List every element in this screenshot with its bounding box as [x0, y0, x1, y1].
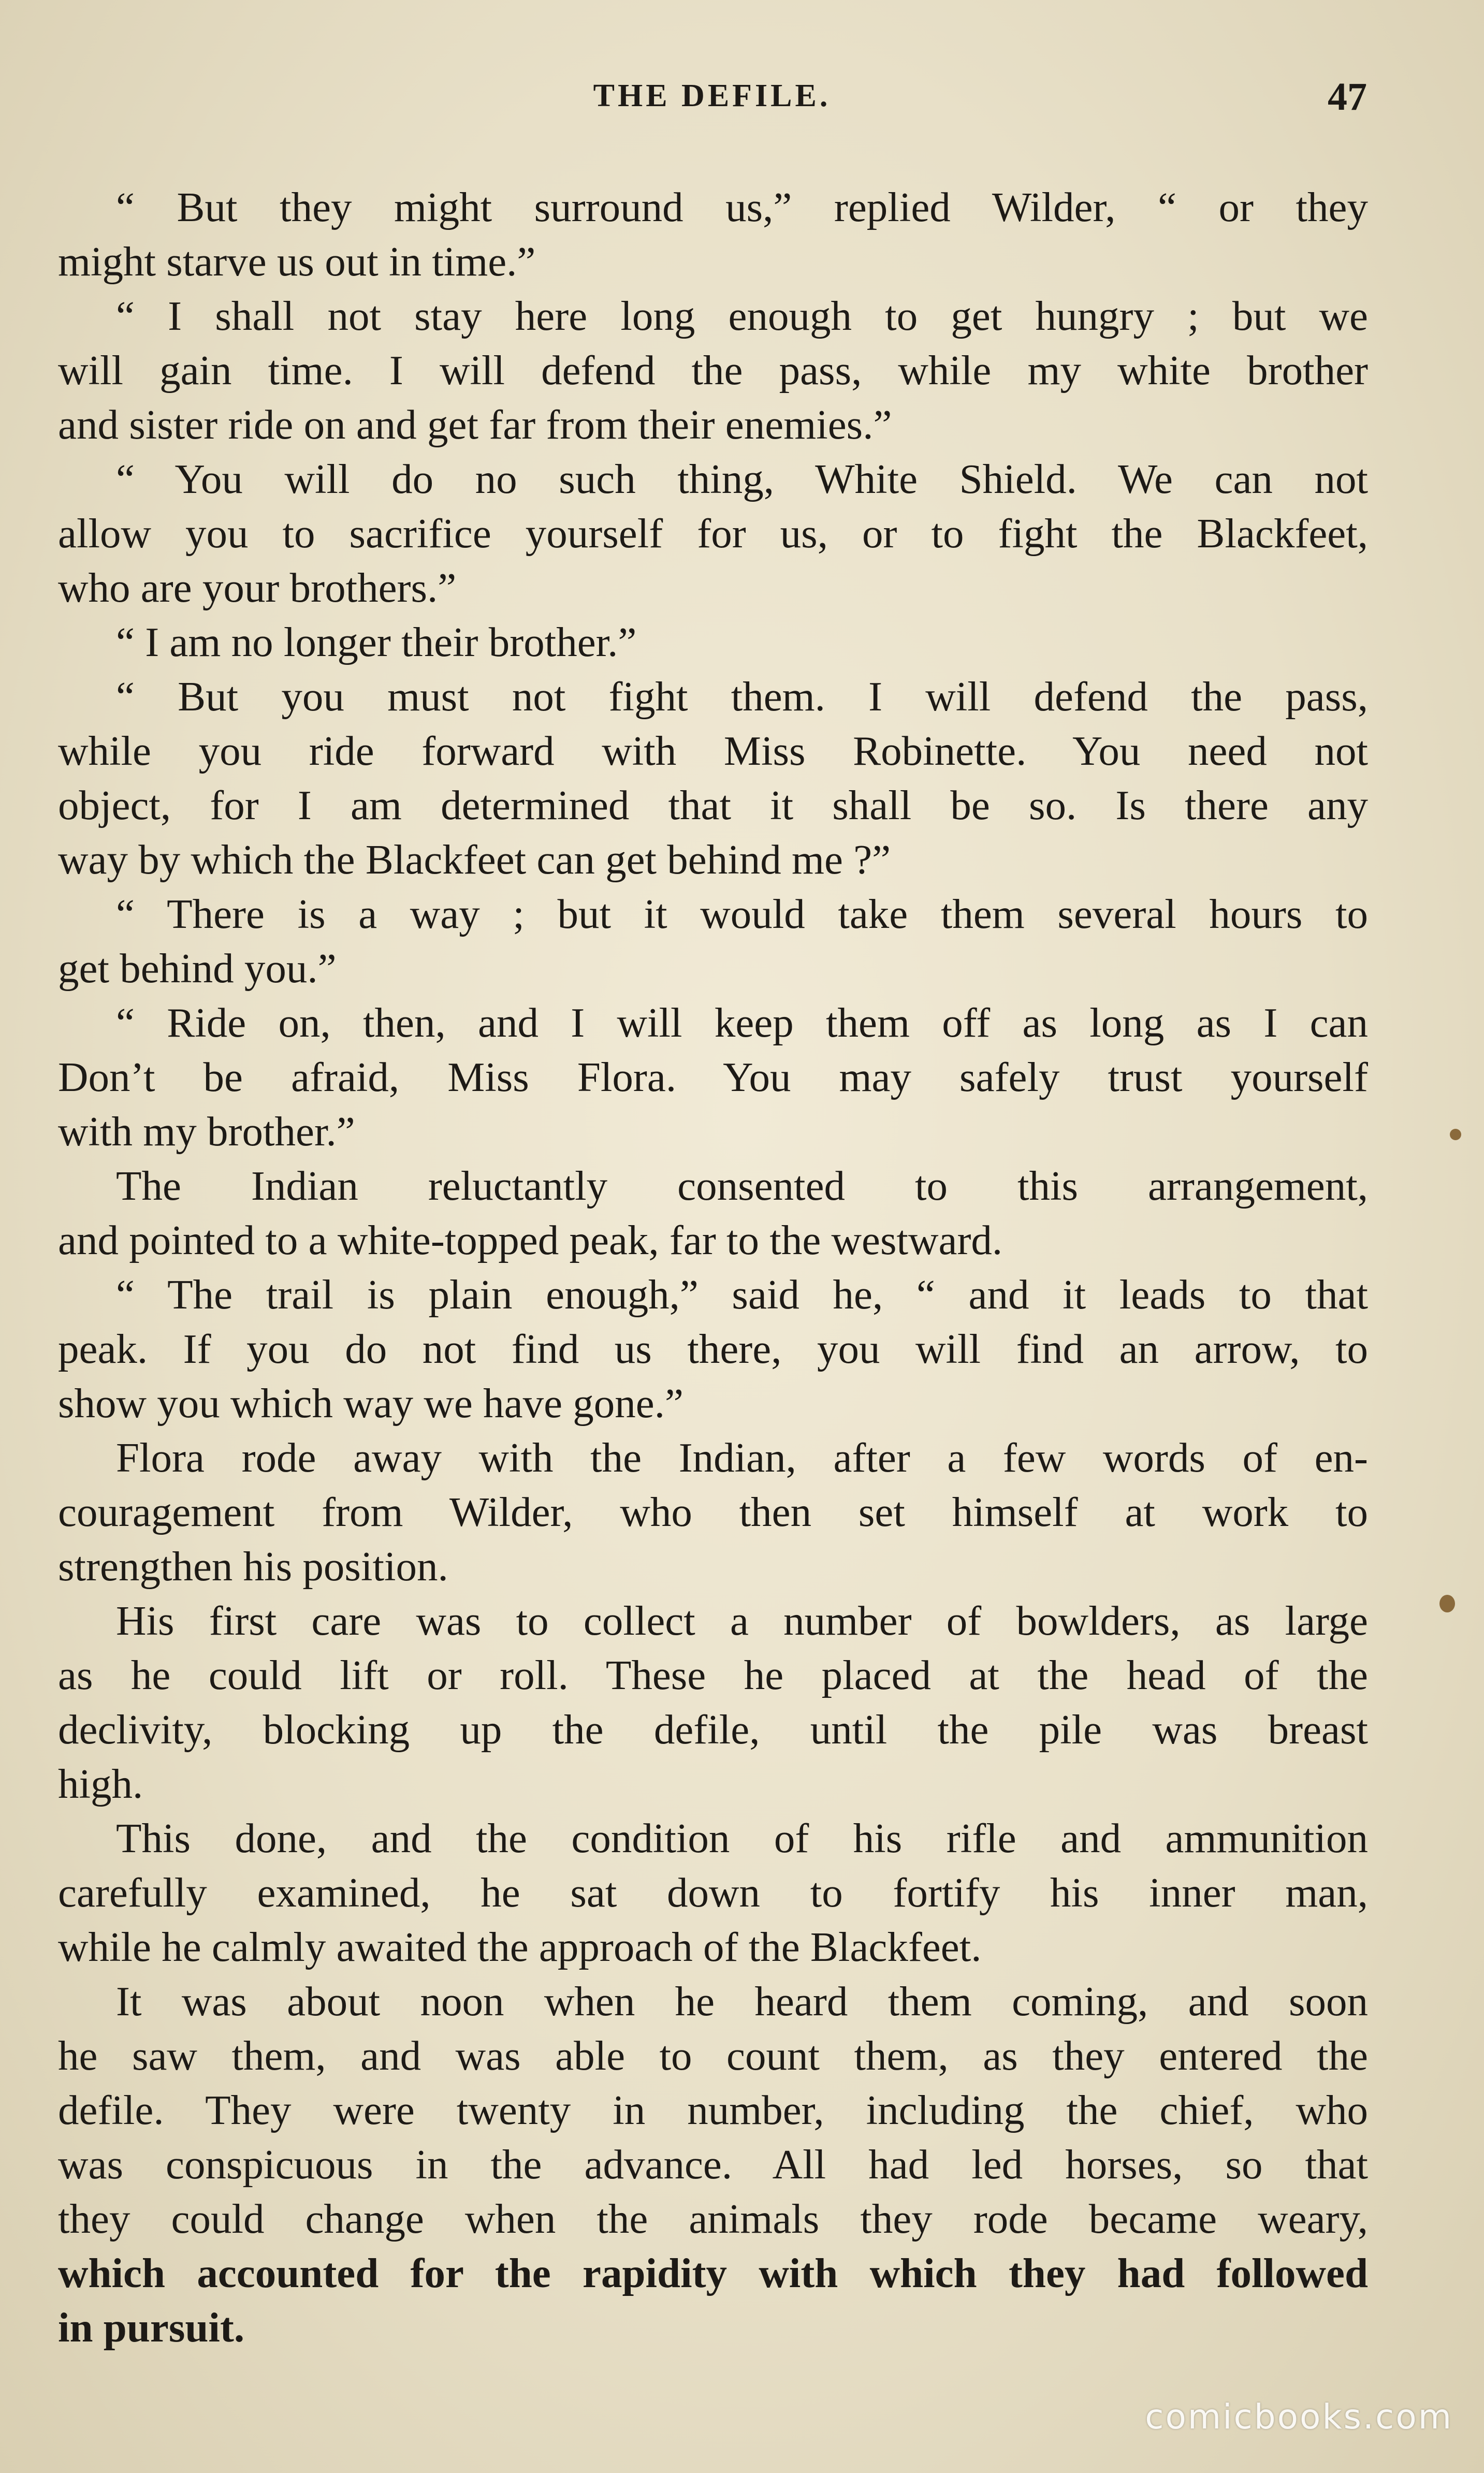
text-line: “ There is a way ; but it would take them several hours to — [116, 891, 1368, 937]
text-line: object, for I am determined that it shall be so. Is there any — [58, 782, 1368, 828]
text-line: “ But they might surround us,” replied Wilder, “ or they — [116, 184, 1368, 230]
text-line: “ I am no longer their brother.” — [116, 619, 637, 665]
text-line: “ The trail is plain enough,” said he, “ and it leads to that — [116, 1271, 1368, 1318]
text-line: in pursuit. — [58, 2304, 245, 2351]
text-line: declivity, blocking up the defile, until the pile was breast — [58, 1706, 1368, 1753]
text-line: with my brother.” — [58, 1108, 355, 1155]
text-line: as he could lift or roll. These he placed at the head of the — [58, 1652, 1368, 1698]
text-line: “ But you must not fight them. I will defend the pass, — [116, 673, 1368, 720]
text-line: was conspicuous in the advance. All had led horses, so that — [58, 2141, 1368, 2188]
text-line: His first care was to collect a number of bowlders, as large — [116, 1597, 1368, 1644]
text-line: high. — [58, 1761, 143, 1807]
running-title: THE DEFILE. — [593, 78, 831, 113]
text-line: and sister ride on and get far from their enemies.” — [58, 401, 892, 448]
text-line: couragement from Wilder, who then set himself at work to — [58, 1489, 1368, 1535]
text-line: who are your brothers.” — [58, 564, 457, 611]
text-line: “ Ride on, then, and I will keep them off as long as I can — [116, 999, 1368, 1046]
text-line: “ You will do no such thing, White Shield. We can not — [116, 456, 1368, 502]
text-line: while you ride forward with Miss Robinette. You need not — [58, 728, 1368, 774]
text-line: carefully examined, he sat down to fortify his inner man, — [58, 1869, 1368, 1916]
text-line: peak. If you do not find us there, you will find an arrow, to — [58, 1326, 1368, 1372]
text-line: This done, and the condition of his rifle and ammunition — [116, 1815, 1368, 1861]
text-line: show you which way we have gone.” — [58, 1380, 683, 1427]
page-number: 47 — [1328, 75, 1367, 119]
text-line: way by which the Blackfeet can get behind me ?” — [58, 836, 891, 883]
text-line: Flora rode away with the Indian, after a few words of en- — [116, 1434, 1368, 1481]
text-line: might starve us out in time.” — [58, 238, 536, 285]
watermark: comicbooks.com — [1145, 2397, 1453, 2437]
body-text — [58, 180, 1368, 2355]
text-line: defile. They were twenty in number, including the chief, who — [58, 2087, 1368, 2133]
page-header — [57, 75, 1367, 135]
text-line: get behind you.” — [58, 945, 337, 992]
text-line: Don’t be afraid, Miss Flora. You may safely trust yourself — [58, 1054, 1368, 1100]
paper-speck — [1450, 1129, 1461, 1140]
text-line: they could change when the animals they rode became weary, — [58, 2195, 1368, 2242]
paper-speck — [1439, 1595, 1455, 1612]
text-line: strengthen his position. — [58, 1543, 448, 1590]
text-line: which accounted for the rapidity with which they had followed — [58, 2250, 1368, 2296]
text-line: It was about noon when he heard them coming, and soon — [116, 1978, 1368, 2025]
text-line: while he calmly awaited the approach of the Blackfeet. — [58, 1924, 982, 1970]
text-line: he saw them, and was able to count them, as they entered the — [58, 2032, 1368, 2079]
text-line: The Indian reluctantly consented to this arrangement, — [116, 1162, 1368, 1209]
text-line: will gain time. I will defend the pass, while my white brother — [58, 347, 1368, 394]
text-line: “ I shall not stay here long enough to get hungry ; but we — [116, 293, 1368, 339]
text-line: allow you to sacrifice yourself for us, or to fight the Blackfeet, — [58, 510, 1368, 557]
text-line: and pointed to a white-topped peak, far to the westward. — [58, 1217, 1003, 1263]
